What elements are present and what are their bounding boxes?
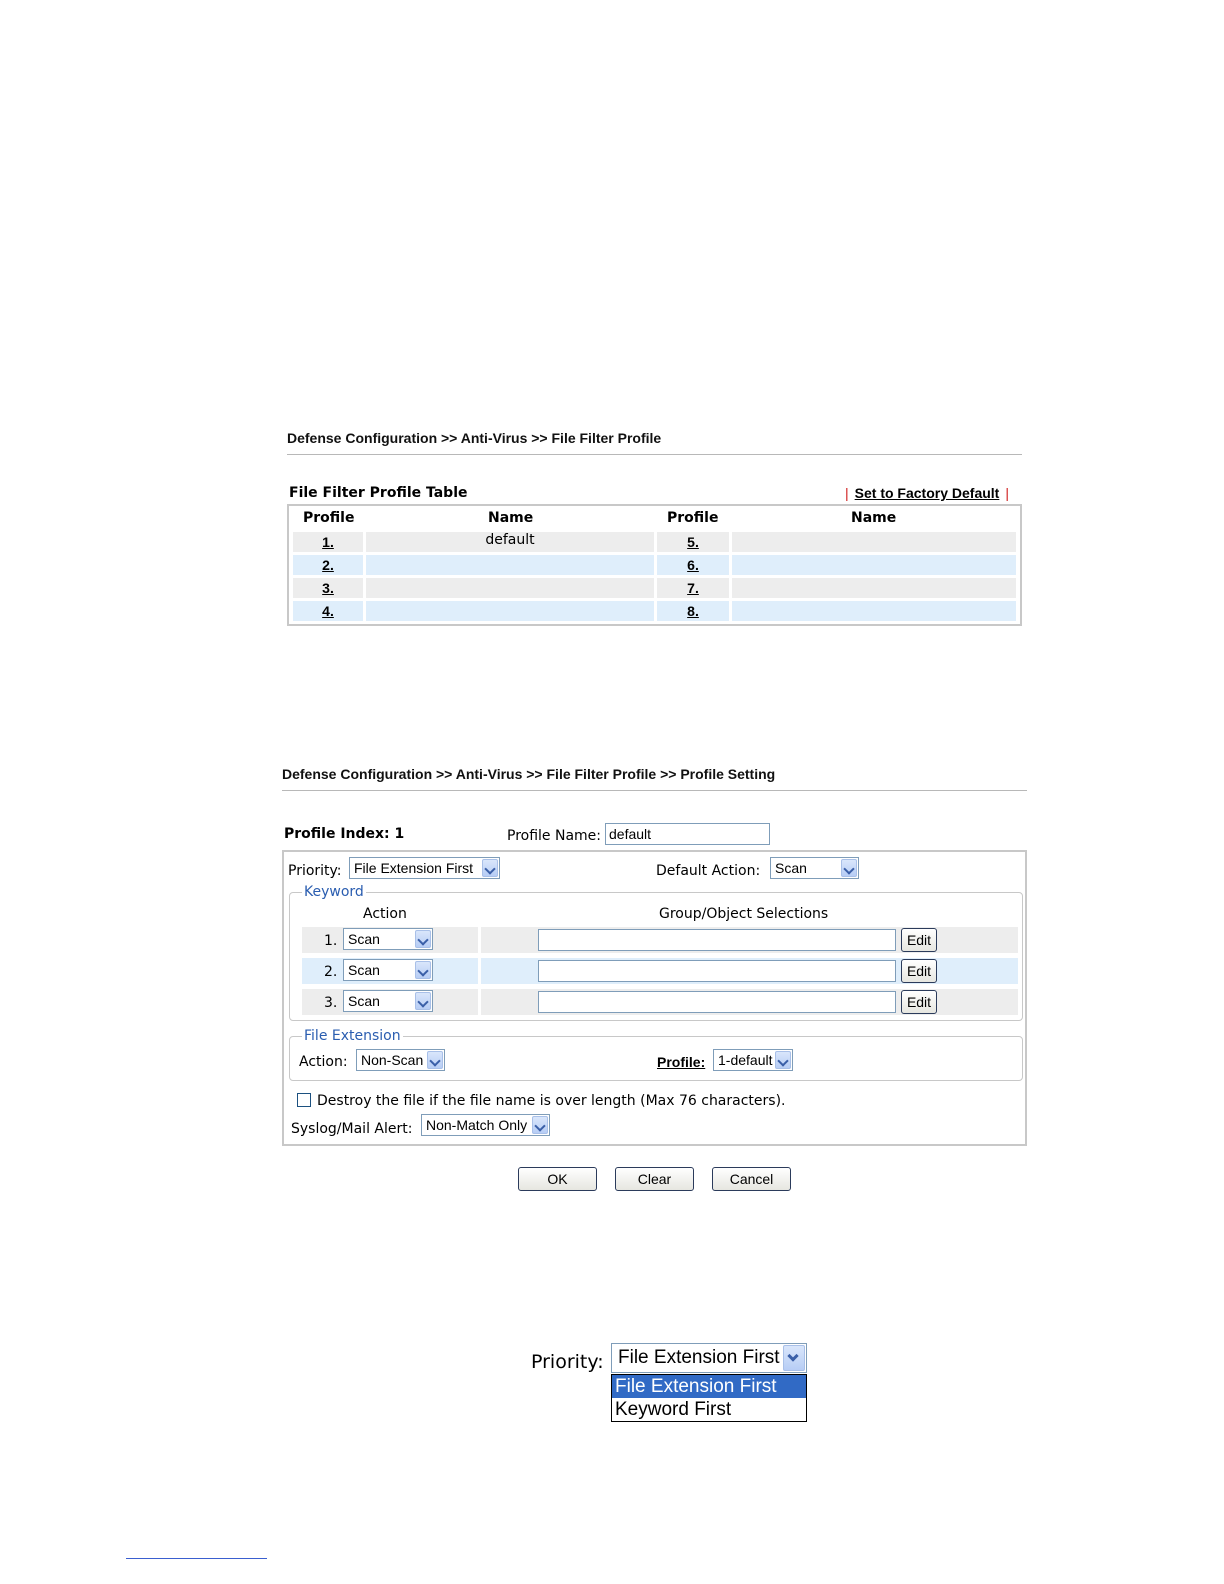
profile-link-4[interactable]: 4. [322, 603, 334, 619]
dropdown-option-file-extension-first[interactable]: File Extension First [612, 1375, 806, 1398]
set-factory-default-link[interactable]: Set to Factory Default [854, 485, 1000, 501]
profile-index: Profile Index: 1 [284, 826, 405, 842]
chevron-down-icon [841, 859, 857, 877]
file-extension-fieldset [289, 1028, 1023, 1081]
profile-link-8[interactable]: 8. [687, 603, 699, 619]
default-action-value: Scan [775, 860, 807, 876]
chevron-down-icon [415, 992, 431, 1010]
pipe-left: | [845, 485, 849, 501]
keyword-action-value: Scan [348, 962, 380, 978]
keyword-row-number: 3. [324, 995, 338, 1011]
destroy-checkbox[interactable] [297, 1093, 311, 1107]
column-divider [478, 927, 481, 953]
priority-label: Priority: [288, 863, 342, 879]
fe-action-select[interactable] [356, 1049, 445, 1071]
group-object-input[interactable] [538, 991, 896, 1013]
cell-index [657, 555, 729, 575]
profile-name-label: Profile Name: [507, 828, 602, 844]
keyword-action-select[interactable] [343, 928, 433, 950]
group-header: Group/Object Selections [659, 906, 829, 922]
cell-name [366, 601, 654, 621]
keyword-row-number: 2. [324, 964, 338, 980]
cell-name [732, 601, 1016, 621]
priority-dropdown-select[interactable] [611, 1343, 807, 1373]
fe-action-value: Non-Scan [361, 1052, 424, 1068]
table-row [293, 555, 1016, 575]
table-row [293, 532, 1016, 552]
keyword-row [302, 927, 1018, 953]
chevron-down-icon [783, 1345, 805, 1371]
profile-link-7[interactable]: 7. [687, 580, 699, 596]
priority-dropdown-value: File Extension First [618, 1347, 780, 1368]
destroy-label: Destroy the file if the file name is over length (Max 76 characters). [317, 1093, 786, 1109]
keyword-row-number: 1. [324, 933, 338, 949]
cell-name [732, 578, 1016, 598]
action-header: Action [363, 906, 407, 922]
clear-button[interactable]: Clear [615, 1167, 694, 1191]
header-profile-left: Profile [303, 510, 355, 526]
priority-dropdown-label: Priority: [531, 1351, 604, 1373]
settings-panel [282, 850, 1027, 1146]
cell-index [657, 578, 729, 598]
edit-button[interactable]: Edit [901, 990, 937, 1014]
keyword-action-value: Scan [348, 993, 380, 1009]
cell-index [657, 532, 729, 552]
priority-select-value: File Extension First [354, 860, 474, 876]
priority-dropdown-list [611, 1374, 807, 1422]
factory-default-group [845, 485, 1009, 501]
profile-link-5[interactable]: 5. [687, 534, 699, 550]
chevron-down-icon [415, 961, 431, 979]
cell-index [657, 601, 729, 621]
cell-name [732, 532, 1016, 552]
header-name-left: Name [488, 510, 534, 526]
default-action-label: Default Action: [656, 863, 761, 879]
fe-profile-link[interactable]: Profile: [657, 1054, 706, 1070]
cell-name: default [366, 532, 654, 552]
cell-index [293, 532, 363, 552]
syslog-select[interactable] [421, 1114, 550, 1136]
dropdown-option-keyword-first[interactable]: Keyword First [615, 1399, 732, 1420]
breadcrumb-table: Defense Configuration >> Anti-Virus >> File Filter Profile [287, 430, 662, 446]
table-row [293, 578, 1016, 598]
keyword-action-select[interactable] [343, 959, 433, 981]
cell-index [293, 555, 363, 575]
breadcrumb-divider [287, 454, 1022, 455]
file-extension-legend: File Extension [304, 1028, 401, 1044]
keyword-legend: Keyword [304, 884, 364, 900]
profile-table [287, 504, 1022, 626]
chevron-down-icon [482, 859, 498, 877]
edit-button[interactable]: Edit [901, 959, 937, 983]
syslog-value: Non-Match Only [426, 1117, 528, 1133]
edit-button[interactable]: Edit [901, 928, 937, 952]
keyword-row [302, 958, 1018, 984]
footnote-rule [126, 1558, 267, 1559]
keyword-action-select[interactable] [343, 990, 433, 1012]
profile-link-6[interactable]: 6. [687, 557, 699, 573]
profile-link-2[interactable]: 2. [322, 557, 334, 573]
cell-name [366, 555, 654, 575]
profile-name-input[interactable]: default [605, 823, 770, 845]
group-object-input[interactable] [538, 960, 896, 982]
chevron-down-icon [775, 1051, 791, 1069]
keyword-action-value: Scan [348, 931, 380, 947]
header-profile-right: Profile [667, 510, 719, 526]
breadcrumb-setting: Defense Configuration >> Anti-Virus >> File Filter Profile >> Profile Setting [282, 766, 776, 782]
table-row [293, 601, 1016, 621]
priority-select[interactable] [349, 857, 500, 879]
cancel-button[interactable]: Cancel [712, 1167, 791, 1191]
cell-name [366, 578, 654, 598]
fe-action-label: Action: [299, 1054, 348, 1070]
profile-link-3[interactable]: 3. [322, 580, 334, 596]
chevron-down-icon [427, 1051, 443, 1069]
breadcrumb-divider [282, 790, 1027, 791]
syslog-label: Syslog/Mail Alert: [291, 1121, 413, 1137]
cell-index [293, 578, 363, 598]
pipe-right: | [1005, 485, 1009, 501]
cell-name [732, 555, 1016, 575]
keyword-fieldset [289, 884, 1023, 1021]
profile-link-1[interactable]: 1. [322, 534, 334, 550]
fe-profile-select[interactable] [713, 1049, 793, 1071]
ok-button[interactable]: OK [518, 1167, 597, 1191]
keyword-row [302, 989, 1018, 1015]
cell-index [293, 601, 363, 621]
fe-profile-value: 1-default [718, 1052, 773, 1068]
table-title: File Filter Profile Table [289, 485, 468, 501]
chevron-down-icon [532, 1116, 548, 1134]
column-divider [478, 989, 481, 1015]
column-divider [478, 958, 481, 984]
chevron-glyph [787, 1350, 798, 1361]
group-object-input[interactable] [538, 929, 896, 951]
chevron-down-icon [415, 930, 431, 948]
default-action-select[interactable] [770, 857, 859, 879]
header-name-right: Name [851, 510, 897, 526]
